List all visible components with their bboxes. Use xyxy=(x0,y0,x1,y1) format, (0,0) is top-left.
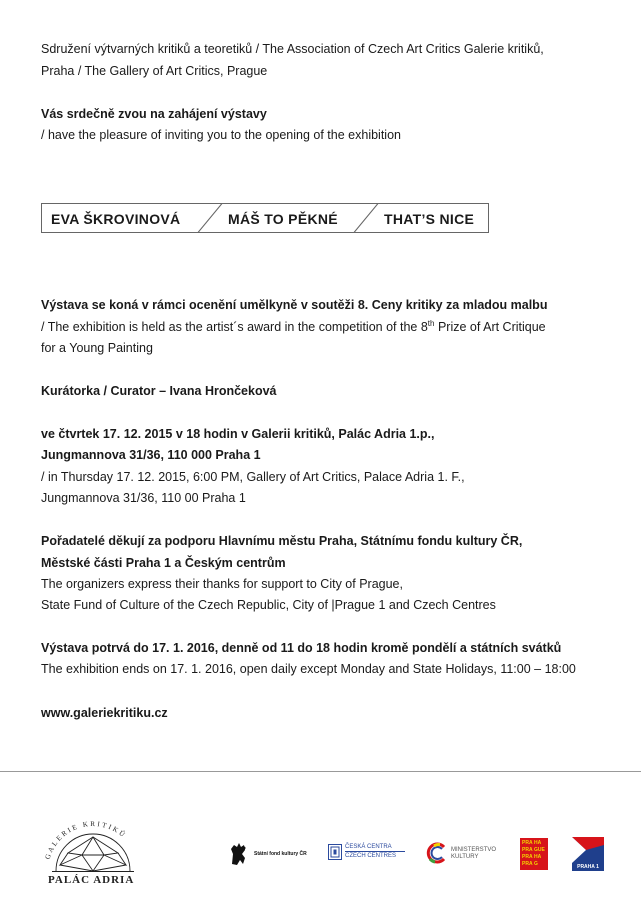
gallery-emblem-icon xyxy=(38,813,148,875)
opening-en-2: Jungmannova 31/36, 110 00 Praha 1 xyxy=(41,491,246,505)
gallery-name: PALÁC ADRIA xyxy=(48,874,135,886)
lion-icon xyxy=(228,840,250,868)
praha1-logo xyxy=(572,837,604,871)
ministry-c-icon xyxy=(426,842,448,864)
duration-en: The exhibition ends on 17. 1. 2016, open daily except Monday and State Holidays, 11:00 – 18:00 xyxy=(41,662,576,676)
exhibition-title-box xyxy=(41,203,489,233)
footer-divider xyxy=(0,771,641,772)
opening-cz-2: Jungmannova 31/36, 110 000 Praha 1 xyxy=(41,448,261,462)
praha-cell: HA xyxy=(534,854,542,860)
praha-cell: HA xyxy=(534,840,542,846)
opening-en-1: / in Thursday 17. 12. 2015, 6:00 PM, Gallery of Art Critics, Palace Adria 1. F., xyxy=(41,470,465,484)
praha-cell: GUE xyxy=(534,847,545,853)
thanks-cz-2: Městské části Praha 1 a Českým centrům xyxy=(41,556,286,570)
praha1-label: PRAHA 1 xyxy=(572,863,604,871)
cc-rule xyxy=(345,851,405,852)
praha-cell: PRA xyxy=(522,854,533,860)
exhibition-title-en: THAT’S NICE xyxy=(384,211,475,227)
mk-line1: MINISTERSTVO xyxy=(451,847,497,853)
org-line-1: Sdružení výtvarných kritiků a teoretiků / The Association of Czech Art Critics Galerie kritiků, xyxy=(41,42,544,56)
cc-line2: CZECH CENTRES xyxy=(345,853,397,859)
mk-line2: KULTURY xyxy=(451,854,479,860)
opening-cz-1: ve čtvrtek 17. 12. 2015 v 18 hodin v Galerii kritiků, Palác Adria 1.p., xyxy=(41,427,435,441)
gallery-arc-text: GALERIE KRITIKŮ xyxy=(43,819,128,861)
ministry-logo xyxy=(426,842,508,866)
invite-cz: Vás srdečně zvou na zahájení výstavy xyxy=(41,107,267,121)
praha-logo xyxy=(520,838,548,870)
award-en-sup: th xyxy=(427,318,435,328)
fond-text: Státní fond kultury ČR xyxy=(254,851,307,857)
thanks-en-1: The organizers express their thanks for support to City of Prague, xyxy=(41,577,403,591)
praha1-flag-icon xyxy=(572,837,604,863)
invite-en: / have the pleasure of inviting you to the opening of the exhibition xyxy=(41,128,401,142)
praha-cell: PRA xyxy=(522,847,533,853)
org-line-2: Praha / The Gallery of Art Critics, Prague xyxy=(41,64,268,78)
curator: Kurátorka / Curator – Ivana Hrončeková xyxy=(41,384,277,398)
cc-line1: ČESKÁ CENTRA xyxy=(345,844,392,850)
praha-cell: G xyxy=(534,861,538,867)
artist-name: EVA ŠKROVINOVÁ xyxy=(51,211,181,227)
czech-centres-icon xyxy=(328,844,342,860)
praha-cell: PRA xyxy=(522,840,533,846)
praha-cell: PRA xyxy=(522,861,533,867)
duration-cz: Výstava potrvá do 17. 1. 2016, denně od 11 do 18 hodin kromě pondělí a státních svátků xyxy=(41,641,562,655)
award-en xyxy=(41,319,546,335)
gallery-logo xyxy=(38,813,148,889)
thanks-en-2: State Fund of Culture of the Czech Republic, City of |Prague 1 and Czech Centres xyxy=(41,598,496,612)
czech-centres-logo xyxy=(328,842,408,864)
award-cz: Výstava se koná v rámci ocenění umělkyně v soutěži 8. Ceny kritiky za mladou malbu xyxy=(41,298,548,312)
fond-logo xyxy=(228,840,310,870)
award-en-b: Prize of Art Critique xyxy=(434,320,546,334)
website-link[interactable]: www.galeriekritiku.cz xyxy=(41,706,168,720)
praha-grid xyxy=(522,840,546,868)
exhibition-title-cz: MÁŠ TO PĚKNÉ xyxy=(228,211,338,227)
award-en-a: / The exhibition is held as the artist´s award in the competition of the 8 xyxy=(41,320,428,334)
award-en-2: for a Young Painting xyxy=(41,341,153,355)
thanks-cz-1: Pořadatelé děkují za podporu Hlavnímu městu Praha, Státnímu fondu kultury ČR, xyxy=(41,534,523,548)
svg-text:GALERIE KRITIKŮ xyxy=(44,820,128,860)
